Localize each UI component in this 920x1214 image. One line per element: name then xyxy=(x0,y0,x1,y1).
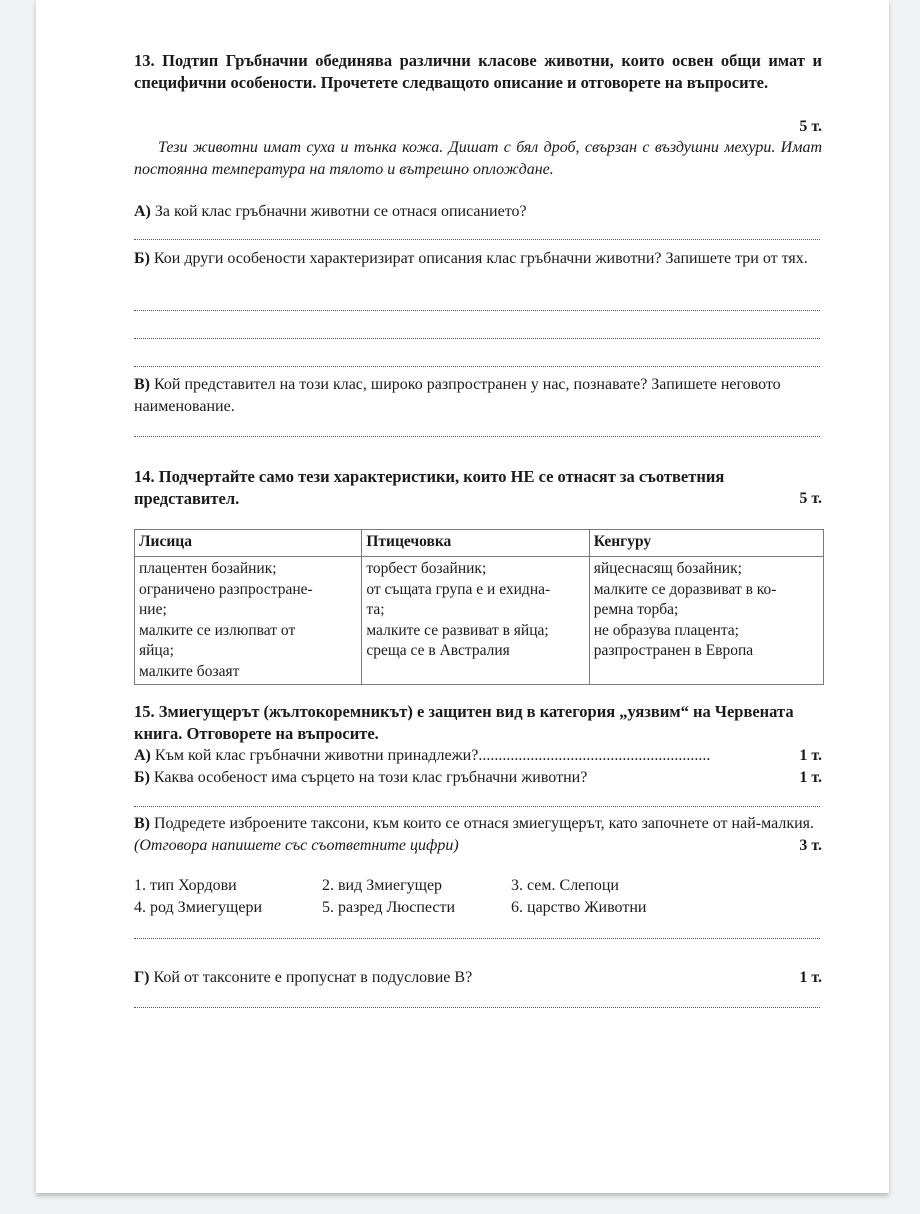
trait-line[interactable]: от същата група е и ехидна- xyxy=(366,580,551,598)
trait-line[interactable]: среща се в Австралия xyxy=(366,642,510,659)
table-cell-platypus xyxy=(362,557,589,685)
q15-a-answer-dots[interactable]: .......................................................... xyxy=(478,747,711,764)
taxon-item: 3. сем. Слепоци xyxy=(511,877,619,894)
q13-b-text: Кои други особености характеризират описания клас гръбначни животни? Запишете три от тях. xyxy=(153,250,808,267)
q15-g-text: Кой от таксоните е пропуснат в подусловие В? xyxy=(153,969,473,986)
q13-points: 5 т. xyxy=(799,118,822,135)
q15-v-answer-line[interactable] xyxy=(134,938,820,939)
q14-characteristics-table xyxy=(134,529,824,685)
q13-b-answer-line-1[interactable] xyxy=(134,310,820,311)
q13-v-answer-line[interactable] xyxy=(134,436,820,437)
q15-v-text: Подредете изброените таксони, към които се отнася змиегущерът, като започнете от най-малкия. xyxy=(154,815,815,832)
trait-line[interactable]: малките се доразвиват в ко- xyxy=(593,580,777,598)
q13-a-question xyxy=(134,201,822,223)
q15-a-label: А) xyxy=(134,747,151,764)
trait-line[interactable]: ремна торба; xyxy=(593,601,679,618)
taxon-item: 1. тип Хордови xyxy=(134,877,237,894)
table-header-fox: Лисица xyxy=(135,530,362,557)
taxon-item: 5. разред Люспести xyxy=(322,899,456,916)
q13-v-question xyxy=(134,374,822,418)
taxon-item: 6. царство Животни xyxy=(511,899,647,916)
q13-a-label: А) xyxy=(134,203,151,220)
q15-b-points: 1 т. xyxy=(799,769,822,786)
q15-title: 15. Змиегущерът (жълтокоремникът) е защитен вид в категория „уязвим“ на Червената книга. Отговорете на въпросите. xyxy=(134,702,794,743)
q13-b-answer-line-2[interactable] xyxy=(134,338,820,339)
q15-g-question xyxy=(134,967,822,989)
q15-a-points: 1 т. xyxy=(799,747,822,764)
q15-b-question xyxy=(134,767,822,789)
q14-title: 14. Подчертайте само тези характеристики, които НЕ се отнасят за съответния представител. xyxy=(134,467,725,508)
table-header-platypus: Птицечовка xyxy=(362,530,589,557)
trait-line[interactable]: малките се развиват в яйца; xyxy=(366,621,549,639)
q13-b-label: Б) xyxy=(134,250,150,267)
table-cell-fox xyxy=(135,557,362,685)
trait-line[interactable]: яйца; xyxy=(139,642,174,659)
q15-g-label: Г) xyxy=(134,969,150,986)
trait-line[interactable]: ние; xyxy=(139,601,167,618)
q13-a-text: За кой клас гръбначни животни се отнася описанието? xyxy=(154,203,527,220)
trait-line[interactable]: плацентен бозайник; xyxy=(139,560,277,577)
q13-b-question xyxy=(134,248,822,270)
q15-a-text: Към кой клас гръбначни животни принадлежи? xyxy=(154,747,479,764)
trait-line[interactable]: малките бозаят xyxy=(139,662,240,680)
trait-line[interactable]: малките се излюпват от xyxy=(139,621,296,639)
q15-v-label: В) xyxy=(134,815,150,832)
q15-b-answer-line[interactable] xyxy=(134,806,820,807)
q15-g-answer-line[interactable] xyxy=(134,1007,820,1008)
q13-description: Тези животни имат суха и тънка кожа. Дишат с бял дроб, свързан с въздушни мехури. Имат постоянна температура на тялото и вътрешно оплождане. xyxy=(134,139,822,178)
trait-line[interactable]: яйцеснасящ бозайник; xyxy=(593,560,742,577)
table-cell-kangaroo xyxy=(589,557,823,685)
trait-line[interactable]: разпространен в Европа xyxy=(593,642,754,659)
q15-v-question xyxy=(134,813,822,857)
trait-line[interactable]: ограничено разпростране- xyxy=(139,580,313,598)
q13-v-text: Кой представител на този клас, широко разпространен у нас, познавате? Запишете неговото наименование. xyxy=(134,376,781,415)
q15-v-instruction: (Отговора напишете със съответните цифри) xyxy=(134,837,459,854)
q15-v-points: 3 т. xyxy=(799,837,822,854)
q13-b-answer-line-3[interactable] xyxy=(134,366,820,367)
q15-b-text: Каква особеност има сърцето на този клас гръбначни животни? xyxy=(153,769,588,786)
trait-line[interactable]: торбест бозайник; xyxy=(366,560,487,577)
q14-points: 5 т. xyxy=(799,490,822,507)
q15-a-question xyxy=(134,745,794,767)
table-header-kangaroo: Кенгуру xyxy=(589,530,823,557)
taxon-item: 2. вид Змиегущер xyxy=(322,877,443,894)
q13-title: 13. Подтип Гръбначни обединява различни класове животни, които освен общи имат и специфични особености. Прочетете следващото описание и отговорете на въпросите. xyxy=(134,51,822,92)
trait-line[interactable]: не образува плацента; xyxy=(593,621,739,639)
q15-g-points: 1 т. xyxy=(799,969,822,986)
q13-v-label: В) xyxy=(134,376,150,393)
q13-a-answer-line[interactable] xyxy=(134,239,820,240)
trait-line[interactable]: та; xyxy=(366,601,385,618)
taxon-item: 4. род Змиегущери xyxy=(134,899,263,916)
document-page xyxy=(36,0,889,1193)
q15-b-label: Б) xyxy=(134,769,150,786)
